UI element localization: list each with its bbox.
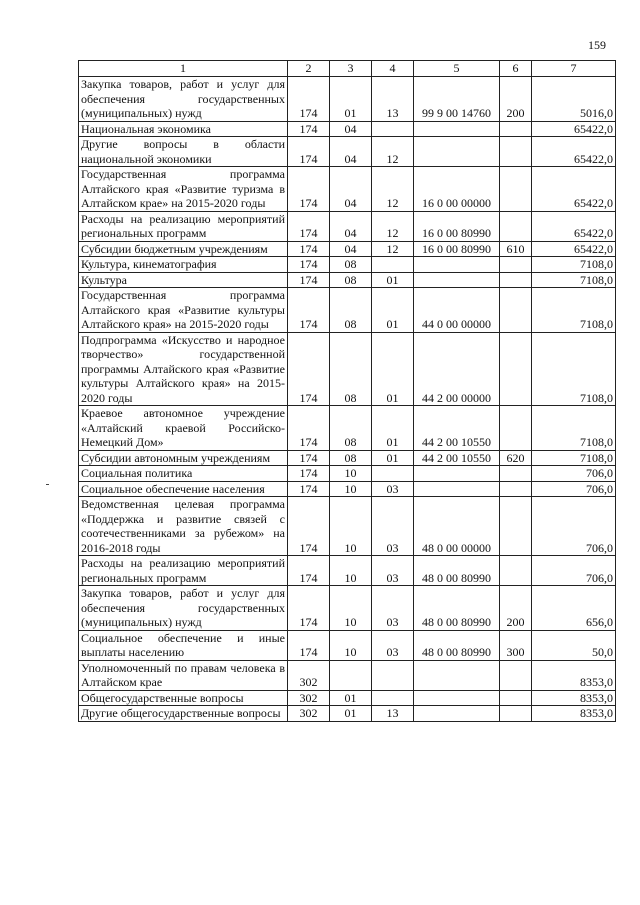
cell-code: 174: [288, 121, 330, 137]
cell-section: 08: [330, 257, 372, 273]
cell-type: [500, 288, 532, 333]
row-name: Уполномоченный по правам человека в Алтайском крае: [79, 660, 288, 690]
table-row: [79, 272, 616, 288]
row-name: Социальное обеспечение населения: [79, 481, 288, 497]
cell-amount: 656,0: [532, 586, 616, 631]
column-header: 1: [79, 61, 288, 77]
page-number: 159: [588, 38, 606, 52]
row-name: Расходы на реализацию мероприятий региональных программ: [79, 211, 288, 241]
row-name: Государственная программа Алтайского края «Развитие культуры Алтайского края» на 2015-2020 годы: [79, 288, 288, 333]
cell-type: [500, 406, 532, 451]
table-row: [79, 481, 616, 497]
cell-section: 08: [330, 272, 372, 288]
column-header: 7: [532, 61, 616, 77]
cell-type: [500, 706, 532, 722]
cell-amount: 7108,0: [532, 450, 616, 466]
cell-section: 04: [330, 167, 372, 212]
cell-section: 04: [330, 211, 372, 241]
cell-section: 04: [330, 241, 372, 257]
cell-code: 174: [288, 241, 330, 257]
cell-amount: 8353,0: [532, 690, 616, 706]
table-row: [79, 211, 616, 241]
row-name: Государственная программа Алтайского края «Развитие туризма в Алтайском крае» на 2015-2020 годы: [79, 167, 288, 212]
cell-target: 16 0 00 80990: [414, 241, 500, 257]
cell-code: 302: [288, 706, 330, 722]
table-row: [79, 690, 616, 706]
cell-type: 620: [500, 450, 532, 466]
cell-type: [500, 690, 532, 706]
row-name: Национальная экономика: [79, 121, 288, 137]
cell-subsection: 12: [372, 211, 414, 241]
cell-type: [500, 481, 532, 497]
cell-code: 174: [288, 556, 330, 586]
table-row: [79, 167, 616, 212]
cell-amount: 706,0: [532, 497, 616, 556]
cell-code: 302: [288, 690, 330, 706]
cell-target: [414, 137, 500, 167]
cell-code: 174: [288, 272, 330, 288]
cell-subsection: 12: [372, 167, 414, 212]
row-name: Субсидии автономным учреждениям: [79, 450, 288, 466]
cell-subsection: 03: [372, 556, 414, 586]
cell-target: [414, 257, 500, 273]
row-name: Ведомственная целевая программа «Поддержка и развитие связей с соотечественниками за рубежом» на 2016-2018 годы: [79, 497, 288, 556]
cell-type: 200: [500, 77, 532, 122]
cell-code: 174: [288, 406, 330, 451]
header-row: [79, 61, 616, 77]
cell-type: [500, 211, 532, 241]
table-row: [79, 332, 616, 406]
cell-type: [500, 167, 532, 212]
column-header: 4: [372, 61, 414, 77]
cell-section: [330, 660, 372, 690]
cell-section: 04: [330, 121, 372, 137]
cell-subsection: 13: [372, 77, 414, 122]
cell-amount: 8353,0: [532, 660, 616, 690]
cell-target: [414, 706, 500, 722]
cell-target: [414, 121, 500, 137]
row-name: Закупка товаров, работ и услуг для обеспечения государственных (муниципальных) нужд: [79, 586, 288, 631]
cell-amount: 7108,0: [532, 332, 616, 406]
cell-subsection: [372, 466, 414, 482]
cell-subsection: [372, 690, 414, 706]
cell-section: 10: [330, 481, 372, 497]
cell-subsection: 13: [372, 706, 414, 722]
cell-subsection: 03: [372, 586, 414, 631]
cell-type: [500, 137, 532, 167]
table-row: [79, 288, 616, 333]
table-row: [79, 241, 616, 257]
cell-amount: 7108,0: [532, 257, 616, 273]
cell-code: 174: [288, 450, 330, 466]
row-name: Общегосударственные вопросы: [79, 690, 288, 706]
table-row: [79, 466, 616, 482]
cell-subsection: 01: [372, 332, 414, 406]
cell-amount: 706,0: [532, 466, 616, 482]
cell-target: 48 0 00 80990: [414, 556, 500, 586]
cell-code: 174: [288, 288, 330, 333]
table-row: [79, 77, 616, 122]
row-name: Социальное обеспечение и иные выплаты населению: [79, 630, 288, 660]
column-header: 2: [288, 61, 330, 77]
cell-code: 174: [288, 466, 330, 482]
cell-section: 10: [330, 586, 372, 631]
cell-target: 44 0 00 00000: [414, 288, 500, 333]
cell-target: 16 0 00 00000: [414, 167, 500, 212]
table-row: [79, 121, 616, 137]
cell-code: 174: [288, 497, 330, 556]
cell-amount: 50,0: [532, 630, 616, 660]
scan-artifact: [46, 484, 49, 485]
column-header: 6: [500, 61, 532, 77]
table-row: [79, 706, 616, 722]
cell-amount: 7108,0: [532, 272, 616, 288]
cell-subsection: 12: [372, 241, 414, 257]
cell-target: 44 2 00 00000: [414, 332, 500, 406]
cell-subsection: 12: [372, 137, 414, 167]
row-name: Другие общегосударственные вопросы: [79, 706, 288, 722]
cell-amount: 706,0: [532, 481, 616, 497]
cell-amount: 7108,0: [532, 406, 616, 451]
table-row: [79, 450, 616, 466]
cell-type: [500, 660, 532, 690]
cell-section: 08: [330, 406, 372, 451]
column-header: 5: [414, 61, 500, 77]
cell-amount: 65422,0: [532, 167, 616, 212]
cell-target: 44 2 00 10550: [414, 406, 500, 451]
cell-code: 174: [288, 167, 330, 212]
cell-amount: 65422,0: [532, 137, 616, 167]
table-row: [79, 406, 616, 451]
row-name: Подпрограмма «Искусство и народное творчество» государственной программы Алтайского края «Развитие культуры Алтайского края» на 2015-2020 годы: [79, 332, 288, 406]
cell-code: 174: [288, 630, 330, 660]
row-name: Другие вопросы в области национальной экономики: [79, 137, 288, 167]
cell-amount: 7108,0: [532, 288, 616, 333]
cell-target: [414, 272, 500, 288]
cell-target: [414, 481, 500, 497]
cell-type: [500, 332, 532, 406]
cell-type: 200: [500, 586, 532, 631]
cell-section: 08: [330, 450, 372, 466]
cell-type: [500, 497, 532, 556]
cell-code: 174: [288, 481, 330, 497]
cell-amount: 5016,0: [532, 77, 616, 122]
cell-subsection: [372, 121, 414, 137]
cell-amount: 65422,0: [532, 211, 616, 241]
cell-subsection: 01: [372, 406, 414, 451]
cell-section: 10: [330, 466, 372, 482]
table-row: [79, 660, 616, 690]
table-row: [79, 556, 616, 586]
cell-subsection: [372, 257, 414, 273]
cell-amount: 706,0: [532, 556, 616, 586]
cell-target: [414, 466, 500, 482]
table-row: [79, 497, 616, 556]
cell-code: 174: [288, 77, 330, 122]
cell-target: 48 0 00 00000: [414, 497, 500, 556]
row-name: Культура, кинематография: [79, 257, 288, 273]
cell-section: 08: [330, 332, 372, 406]
cell-type: [500, 556, 532, 586]
cell-code: 174: [288, 586, 330, 631]
cell-section: 10: [330, 556, 372, 586]
cell-type: [500, 121, 532, 137]
cell-target: 44 2 00 10550: [414, 450, 500, 466]
column-header: 3: [330, 61, 372, 77]
cell-target: 99 9 00 14760: [414, 77, 500, 122]
cell-target: [414, 660, 500, 690]
cell-amount: 65422,0: [532, 241, 616, 257]
table-row: [79, 257, 616, 273]
cell-type: [500, 272, 532, 288]
cell-type: [500, 257, 532, 273]
cell-target: 16 0 00 80990: [414, 211, 500, 241]
cell-code: 174: [288, 257, 330, 273]
row-name: Закупка товаров, работ и услуг для обеспечения государственных (муниципальных) нужд: [79, 77, 288, 122]
cell-section: 08: [330, 288, 372, 333]
cell-section: 10: [330, 630, 372, 660]
cell-subsection: 03: [372, 481, 414, 497]
cell-target: 48 0 00 80990: [414, 586, 500, 631]
cell-amount: 65422,0: [532, 121, 616, 137]
cell-section: 01: [330, 706, 372, 722]
cell-subsection: 01: [372, 272, 414, 288]
row-name: Субсидии бюджетным учреждениям: [79, 241, 288, 257]
row-name: Социальная политика: [79, 466, 288, 482]
table-row: [79, 137, 616, 167]
cell-target: 48 0 00 80990: [414, 630, 500, 660]
cell-section: 10: [330, 497, 372, 556]
cell-code: 302: [288, 660, 330, 690]
cell-type: [500, 466, 532, 482]
table-row: [79, 586, 616, 631]
cell-target: [414, 690, 500, 706]
cell-code: 174: [288, 332, 330, 406]
cell-type: 610: [500, 241, 532, 257]
table-row: [79, 630, 616, 660]
row-name: Культура: [79, 272, 288, 288]
cell-subsection: 03: [372, 497, 414, 556]
cell-section: 01: [330, 77, 372, 122]
row-name: Краевое автономное учреждение «Алтайский краевой Российско-Немецкий Дом»: [79, 406, 288, 451]
cell-section: 01: [330, 690, 372, 706]
cell-subsection: [372, 660, 414, 690]
cell-subsection: 01: [372, 288, 414, 333]
cell-section: 04: [330, 137, 372, 167]
cell-type: 300: [500, 630, 532, 660]
row-name: Расходы на реализацию мероприятий региональных программ: [79, 556, 288, 586]
cell-subsection: 01: [372, 450, 414, 466]
cell-amount: 8353,0: [532, 706, 616, 722]
cell-code: 174: [288, 137, 330, 167]
cell-subsection: 03: [372, 630, 414, 660]
budget-table: [78, 60, 616, 722]
cell-code: 174: [288, 211, 330, 241]
